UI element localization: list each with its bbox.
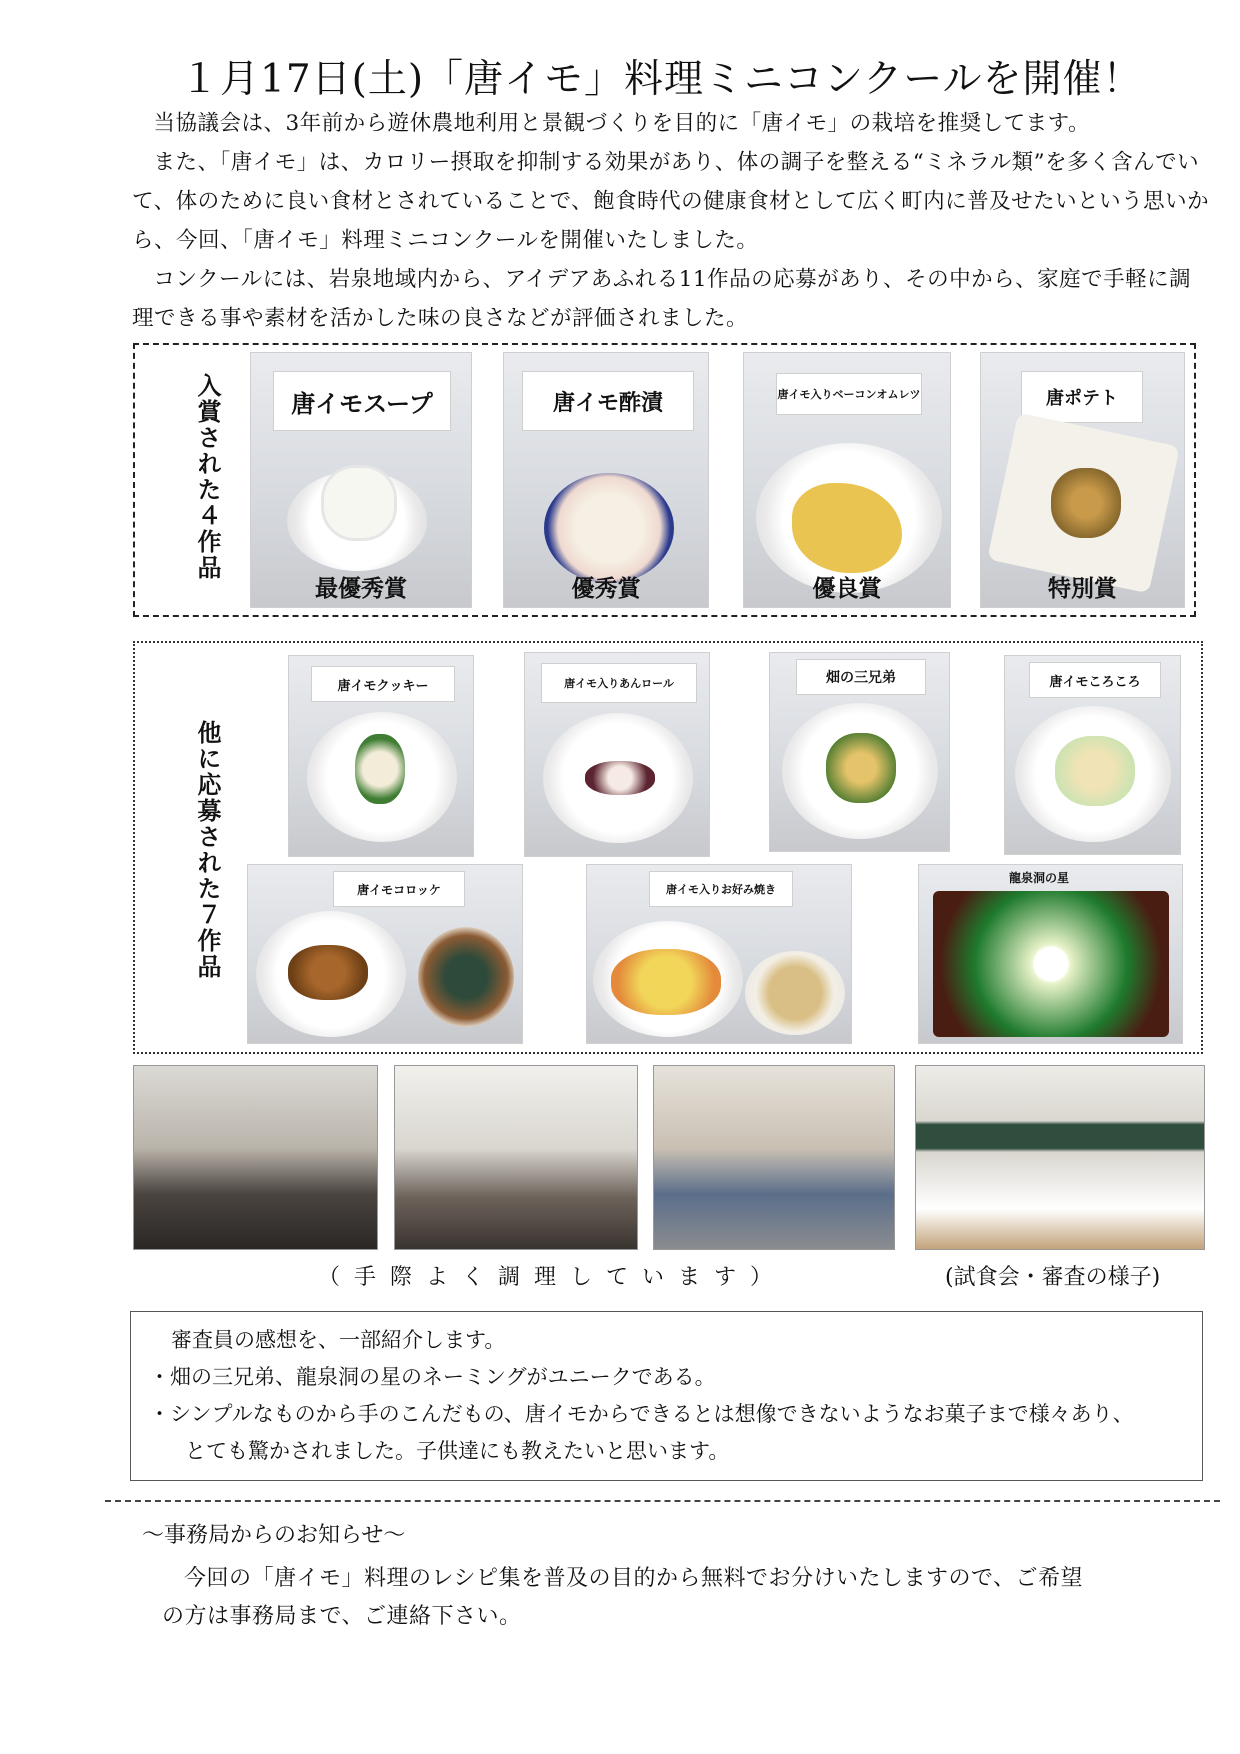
intro-text <box>132 104 1212 338</box>
intro-paragraph-2: また、「唐イモ」は、カロリー摂取を抑制する効果があり、体の調子を整える“ミネラル類”を多く含んでいて、体のために良い食材とされていることで、飽食時代の健康食材として広く町内に普及せたいという思いから、今回、「唐イモ」料理ミニコンクールを開催いたしました。 <box>132 150 1210 253</box>
three-brothers-icon <box>826 733 896 803</box>
pickles-bowl-icon <box>544 473 674 583</box>
comment-2: ・シンプルなものから手のこんだもの、唐イモからできるとは想像できないようなお菓子まで様々あり、 <box>149 1402 1134 1426</box>
notice-body <box>162 1560 1192 1636</box>
dish-photo-ryusendo-no-hoshi <box>918 864 1183 1044</box>
comments-intro: 審査員の感想を、一部紹介します。 <box>171 1328 506 1352</box>
star-platter-icon <box>933 891 1169 1037</box>
notice-title: ～事務局からのお知らせ～ <box>142 1523 406 1548</box>
notice-line-2: の方は事務局まで、ご連絡下さい。 <box>162 1604 522 1629</box>
cooking-photo-2 <box>394 1065 638 1250</box>
dish-placard: 唐イモコロッケ <box>333 871 465 907</box>
judges-comments-box <box>130 1311 1203 1481</box>
dish-placard: 唐イモ酢漬 <box>522 371 694 431</box>
teapot-icon <box>418 927 514 1027</box>
dish-photo-karaimo-korokoro <box>1004 655 1181 855</box>
dish-placard: 唐イモクッキー <box>311 666 455 702</box>
award-label: 最優秀賞 <box>315 575 407 602</box>
award-label: 優良賞 <box>812 575 882 602</box>
dish-placard: 畑の三兄弟 <box>796 659 926 695</box>
dish-placard: 唐イモ入りあんロール <box>541 663 697 703</box>
intro-paragraph-3: コンクールには、岩泉地域内から、アイデアあふれる11作品の応募があり、その中から、家庭で手軽に調理できる事や素材を活かした味の良さなどが評価されました。 <box>132 267 1192 331</box>
roll-icon <box>585 761 655 795</box>
cooking-photo-1 <box>133 1065 378 1250</box>
cooking-caption: （手際よく調理しています） <box>318 1265 787 1290</box>
notice-line-1: 今回の「唐イモ」料理のレシピ集を普及の目的から無料でお分けいたしますので、ご希望 <box>184 1566 1084 1591</box>
dish-photo-karaimo-soup <box>250 352 472 608</box>
dish-photo-bacon-omelette <box>743 352 951 608</box>
dish-placard: 唐イモスープ <box>273 371 451 431</box>
cooking-photo-3 <box>653 1065 895 1250</box>
dish-photo-kara-potato <box>980 352 1185 608</box>
dish-placard: 唐イモころころ <box>1029 662 1161 698</box>
comment-2-continued: とても驚かされました。子供達にも教えたいと思います。 <box>185 1439 730 1463</box>
comment-1: ・畑の三兄弟、龍泉洞の星のネーミングがユニークである。 <box>149 1365 716 1389</box>
dish-placard: 唐イモ入りお好み焼き <box>649 871 793 907</box>
other-works-label: 他に応募された７作品 <box>193 720 222 980</box>
intro-paragraph-1: 当協議会は、3年前から遊休農地利用と景観づくりを目的に「唐イモ」の栽培を推奨してます。 <box>153 111 1090 136</box>
dish-placard: 唐イモ入りベーコンオムレツ <box>776 373 922 415</box>
dish-placard: 龍泉洞の星 <box>1009 871 1070 885</box>
awarded-works-label: 入賞された４作品 <box>193 373 222 581</box>
dish-photo-an-roll <box>524 652 710 857</box>
dish-placard: 唐ポテト <box>1021 371 1143 423</box>
sauce-bowl-icon <box>745 951 845 1035</box>
dish-photo-okonomiyaki <box>586 864 852 1044</box>
okonomiyaki-icon <box>611 949 721 1015</box>
korokoro-icon <box>1055 736 1135 806</box>
croquette-icon <box>288 945 368 1000</box>
page-title: １月17日(土)「唐イモ」料理ミニコンクールを開催！ <box>180 57 1143 102</box>
potato-fries-icon <box>1051 468 1121 538</box>
award-label: 優秀賞 <box>571 575 641 602</box>
dish-photo-karaimo-cookie <box>288 655 474 857</box>
cookie-icon <box>355 734 405 804</box>
tasting-photo <box>915 1065 1205 1250</box>
section-divider <box>105 1500 1220 1502</box>
dish-photo-karaimo-croquette <box>247 864 523 1044</box>
dish-photo-karaimo-pickles <box>503 352 709 608</box>
dish-photo-hatake-no-sankyodai <box>769 652 950 852</box>
soup-cup-icon <box>321 465 397 541</box>
award-label: 特別賞 <box>1048 575 1117 602</box>
tasting-caption: (試食会・審査の様子) <box>945 1265 1161 1290</box>
